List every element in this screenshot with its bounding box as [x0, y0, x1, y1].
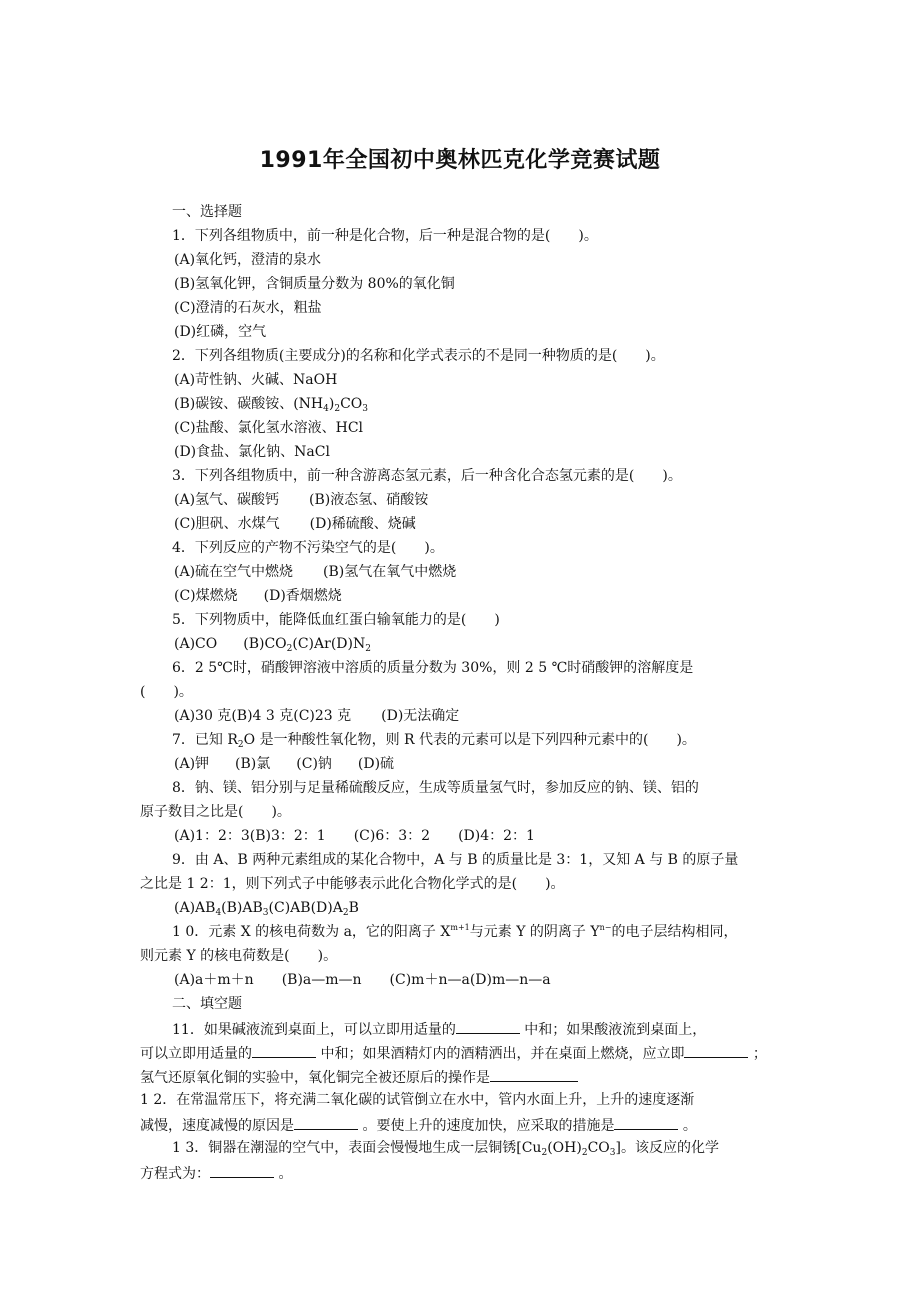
text: ]。该反应的化学	[615, 1140, 719, 1156]
text: 。要使上升的速度加快，应采取的措施是	[358, 1118, 615, 1134]
question-6-stem-line2: ( )。	[140, 684, 193, 700]
question-10-stem-line1	[172, 923, 737, 941]
question-2-option-c: (C)盐酸、氯化氢水溶液、HCl	[174, 420, 364, 436]
question-4-option-c: (C)煤燃烧	[174, 588, 238, 604]
text: 减慢，速度减慢的原因是	[140, 1118, 294, 1134]
question-7-option-a: (A)钾	[174, 756, 210, 772]
question-3-stem: 3．下列各组物质中，前一种含游离态氢元素，后一种含化合态氢元素的是( )。	[172, 468, 682, 484]
question-1-stem: 1．下列各组物质中，前一种是化合物，后一种是混合物的是( )。	[172, 228, 598, 244]
subscript: 2	[581, 1148, 588, 1158]
section-heading-fill: 二、填空题	[172, 996, 242, 1012]
question-9-option-c: (C)AB	[268, 900, 311, 916]
text: 中和；如果酸液流到桌面上，	[519, 1022, 707, 1038]
text: 的电子层结构相同，	[611, 924, 738, 940]
subscript: 4	[215, 908, 222, 918]
question-4-option-a: (A)硫在空气中燃烧	[174, 564, 294, 580]
text: 1 3．铜器在潮湿的空气中，表面会慢慢地生成一层铜锈[Cu	[172, 1140, 542, 1156]
subscript: 2	[286, 644, 293, 654]
question-10-stem-line2: 则元素 Y 的核电荷数是( )。	[140, 948, 338, 964]
text: 。	[678, 1118, 697, 1134]
question-4-options-ab	[174, 563, 456, 581]
question-4-options-cd	[174, 587, 342, 605]
subscript: 3	[262, 908, 269, 918]
answer-blank[interactable]	[614, 1115, 678, 1130]
question-5-option-a: (A)CO	[174, 636, 218, 652]
text: 1 0．元素 X 的核电荷数为 a，它的阳离子 X	[172, 924, 451, 940]
question-8-option-d: (D)4：2：1	[458, 828, 535, 844]
question-10-option-c: (C)m＋n—a	[389, 972, 470, 988]
text: 11．如果碱液流到桌面上，可以立即用适量的	[172, 1022, 456, 1038]
question-2-option-a: (A)苛性钠、火碱、NaOH	[174, 372, 338, 388]
text: 氢气还原氧化铜的实验中，氧化铜完全被还原后的操作是	[140, 1070, 490, 1086]
text: 。	[274, 1166, 293, 1182]
question-5-option-b	[243, 636, 292, 652]
subscript: 2	[541, 1148, 548, 1158]
text: )	[328, 396, 335, 412]
question-2-stem: 2．下列各组物质(主要成分)的名称和化学式表示的不是同一种物质的是( )。	[172, 348, 665, 364]
question-11-line1	[172, 1019, 706, 1039]
subscript: 2	[334, 404, 341, 414]
question-9-stem-line1: 9．由 A、B 两种元素组成的某化合物中，A 与 B 的质量比是 3：1，又知 A 与 B 的原子量	[172, 852, 739, 868]
question-6-option-d: (D)无法确定	[381, 708, 460, 724]
question-6-options	[174, 707, 459, 725]
question-1-option-d: (D)红磷，空气	[174, 324, 267, 340]
question-6-stem-line1: 6．2 5℃时，硝酸钾溶液中溶质的质量分数为 30%，则 2 5 ℃时硝酸钾的溶解度是	[172, 660, 694, 676]
text: (B)CO	[243, 636, 287, 652]
answer-blank[interactable]	[294, 1115, 358, 1130]
text: CO	[340, 396, 363, 412]
question-10-option-b: (B)a—m—n	[281, 972, 362, 988]
question-3-options-ab	[174, 491, 428, 509]
subscript: 2	[365, 644, 371, 654]
text: (D)A	[310, 900, 343, 916]
question-9-stem-line2: 之比是 1 2：1，则下列式子中能够表示此化合物化学式的是( )。	[140, 876, 565, 892]
question-3-option-d: (D)稀硫酸、烧碱	[309, 516, 416, 532]
subscript: 3	[362, 404, 369, 414]
answer-blank[interactable]	[252, 1043, 316, 1058]
question-7-option-d: (D)硫	[357, 756, 395, 772]
text: (B)AB	[221, 900, 263, 916]
question-8-option-b: (B)3：2：1	[249, 828, 326, 844]
question-7-options	[174, 755, 394, 773]
question-8-option-c: (C)6：3：2	[353, 828, 431, 844]
superscript: n−	[599, 923, 612, 932]
question-3-option-a: (A)氢气、碳酸钙	[174, 492, 280, 508]
question-4-option-b: (B)氢气在氧气中燃烧	[323, 564, 457, 580]
question-6-option-a: (A)30 克	[174, 708, 232, 724]
text: 方程式为：	[140, 1166, 210, 1182]
question-3-option-c: (C)胆矾、水煤气	[174, 516, 280, 532]
question-10-option-d: (D)m—n—a	[469, 972, 551, 988]
question-8-stem-line2: 原子数目之比是( )。	[140, 804, 291, 820]
subscript: 4	[323, 404, 329, 414]
question-5-option-d	[331, 636, 371, 652]
question-11-line2	[140, 1043, 767, 1063]
question-9-option-b	[221, 900, 268, 916]
question-7-option-c: (C)钠	[296, 756, 332, 772]
text: CO	[587, 1140, 610, 1156]
question-3-option-b: (B)液态氢、硝酸铵	[309, 492, 429, 508]
text: ；	[748, 1046, 767, 1062]
question-2-option-d: (D)食盐、氯化钠、NaCl	[174, 444, 330, 460]
answer-blank[interactable]	[210, 1163, 274, 1178]
text: B	[348, 900, 359, 916]
text: 可以立即用适量的	[140, 1046, 252, 1062]
question-9-options	[174, 899, 359, 917]
question-8-option-a: (A)1：2：3	[174, 828, 250, 844]
question-6-option-c: (C)23 克	[293, 708, 352, 724]
question-5-stem: 5．下列物质中，能降低血红蛋白输氧能力的是( )	[172, 612, 500, 628]
text: (A)AB	[174, 900, 216, 916]
question-4-stem: 4．下列反应的产物不污染空气的是( )。	[172, 540, 444, 556]
question-13-line2	[140, 1163, 292, 1183]
question-8-stem-line1: 8．钠、镁、铝分别与足量稀硫酸反应，生成等质量氢气时，参加反应的钠、镁、铝的	[172, 780, 699, 796]
text: (B)碳铵、碳酸铵、(NH	[174, 396, 324, 412]
text: 中和；如果酒精灯内的酒精洒出，并在桌面上燃烧，应立即	[316, 1046, 685, 1062]
question-7-option-b: (B)氯	[235, 756, 271, 772]
question-2-option-b	[174, 395, 368, 413]
question-1-option-c: (C)澄清的石灰水，粗盐	[174, 300, 322, 316]
question-9-option-d	[311, 900, 359, 916]
section-heading-choice: 一、选择题	[172, 204, 242, 220]
question-6-option-b: (B)4 3 克	[231, 708, 294, 724]
text: (OH)	[547, 1140, 582, 1156]
question-4-option-d: (D)香烟燃烧	[263, 588, 342, 604]
subscript: 2	[237, 740, 244, 750]
question-8-options	[174, 827, 535, 845]
question-5-options	[174, 635, 371, 653]
answer-blank[interactable]	[490, 1067, 578, 1082]
subscript: 2	[342, 908, 349, 918]
superscript: m+1	[450, 923, 470, 932]
question-11-line3	[140, 1067, 578, 1087]
question-10-option-a: (A)a＋m＋n	[174, 972, 254, 988]
text: O 是一种酸性氧化物，则 R 代表的元素可以是下列四种元素中的( )。	[243, 732, 696, 748]
question-13-line1	[172, 1139, 719, 1157]
question-12-line2	[140, 1115, 697, 1135]
question-5-option-c: (C)Ar	[292, 636, 331, 652]
question-3-options-cd	[174, 515, 416, 533]
text: 与元素 Y 的阴离子 Y	[469, 924, 600, 940]
question-1-option-b: (B)氢氧化钾，含铜质量分数为 80%的氧化铜	[174, 276, 455, 292]
question-1-option-a: (A)氧化钙，澄清的泉水	[174, 252, 322, 268]
question-9-option-a	[174, 900, 221, 916]
question-12-line1: 1 2．在常温常压下，将充满二氧化碳的试管倒立在水中，管内水面上升，上升的速度逐渐	[140, 1092, 695, 1108]
question-7-stem	[172, 731, 696, 749]
answer-blank[interactable]	[456, 1019, 520, 1034]
answer-blank[interactable]	[684, 1043, 748, 1058]
text: 7．已知 R	[172, 732, 238, 748]
question-10-options	[174, 971, 551, 989]
page-title: 1991年全国初中奥林匹克化学竞赛试题	[259, 148, 661, 173]
text: (D)N	[330, 636, 366, 652]
subscript: 3	[609, 1148, 616, 1158]
